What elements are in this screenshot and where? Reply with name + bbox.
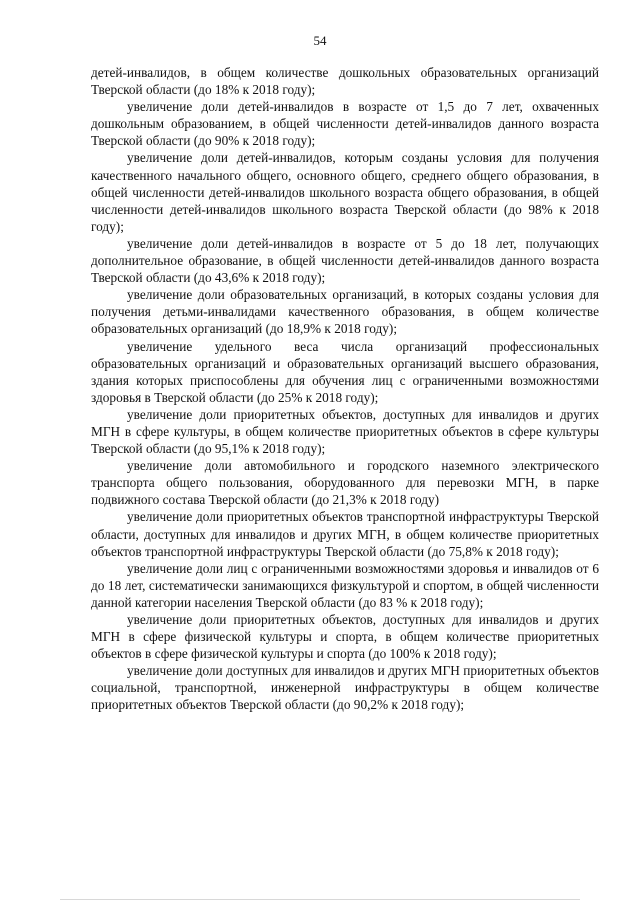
- paragraph-educational-organizations: увеличение доли образовательных организаций, в которых созданы условия для получения детьми-инвалидами качественного образования, в общем количестве образовательных организаций (до 18,9% к 2018 году);: [91, 287, 599, 337]
- paragraph-social-infrastructure: увеличение доли доступных для инвалидов и других МГН приоритетных объектов социальной, транспортной, инженерной инфраструктуры в общем количестве приоритетных объектов Тверской области (до 90,2% к 2018 году);: [91, 663, 599, 713]
- bottom-scan-edge: [60, 899, 580, 900]
- paragraph-public-transport: увеличение доли автомобильного и городского наземного электрического транспорта общего пользования, оборудованного для перевозки МГН, в парке подвижного состава Тверской области (до 21,3% к 2018 году): [91, 458, 599, 508]
- paragraph-culture-objects: увеличение доли приоритетных объектов, доступных для инвалидов и других МГН в сфере культуры, в общем количестве приоритетных объектов в сфере культуры Тверской области (до 95,1% к 2018 году);: [91, 406, 599, 457]
- paragraph-professional-organizations: увеличение удельного веса числа организаций профессиональных образовательных организаций и образовательных организаций высшего образования, здания которых приспособлены для обучения лиц с ограниченными возможностями здоровья в Тверской области (до 25% к 2018 году);: [91, 338, 599, 405]
- paragraph-sports-objects: увеличение доли приоритетных объектов, доступных для инвалидов и других МГН в сфере физической культуры и спорта, в общем количестве приоритетных объектов в сфере физической культуры и спорта (до 100% к 2018 году);: [91, 612, 599, 662]
- document-body: [91, 64, 599, 714]
- paragraph-transport-infrastructure: увеличение доли приоритетных объектов транспортной инфраструктуры Тверской области, доступных для инвалидов и других МГН, в общем количестве приоритетных объектов транспортной инфраструктуры Тверской области (до 75,8% к 2018 году);: [91, 509, 599, 559]
- paragraph-sports-participation: увеличение доли лиц с ограниченными возможностями здоровья и инвалидов от 6 до 18 лет, систематически занимающихся физкультурой и спортом, в общей численности данной категории населения Тверской области (до 83 % к 2018 году);: [91, 560, 599, 610]
- paragraph-general-education: увеличение доли детей-инвалидов, которым созданы условия для получения качественного начального общего, основного общего, среднего общего образования, в общей численности детей-инвалидов школьного возраста общего образования, в общей численности детей-инвалидов школьного возраста Тверской области (до 98% к 2018 году);: [91, 150, 599, 234]
- paragraph-continuation: детей-инвалидов, в общем количестве дошкольных образовательных организаций Тверской области (до 18% к 2018 году);: [91, 65, 599, 98]
- page-number: 54: [313, 33, 327, 48]
- paragraph-additional-education: увеличение доли детей-инвалидов в возрасте от 5 до 18 лет, получающих дополнительное образование, в общей численности детей-инвалидов данного возраста Тверской области (до 43,6% к 2018 году);: [91, 235, 599, 286]
- paragraph-preschool-coverage: увеличение доли детей-инвалидов в возрасте от 1,5 до 7 лет, охваченных дошкольным образованием, в общей численности детей-инвалидов данного возраста Тверской области (до 90% к 2018 году);: [91, 99, 599, 149]
